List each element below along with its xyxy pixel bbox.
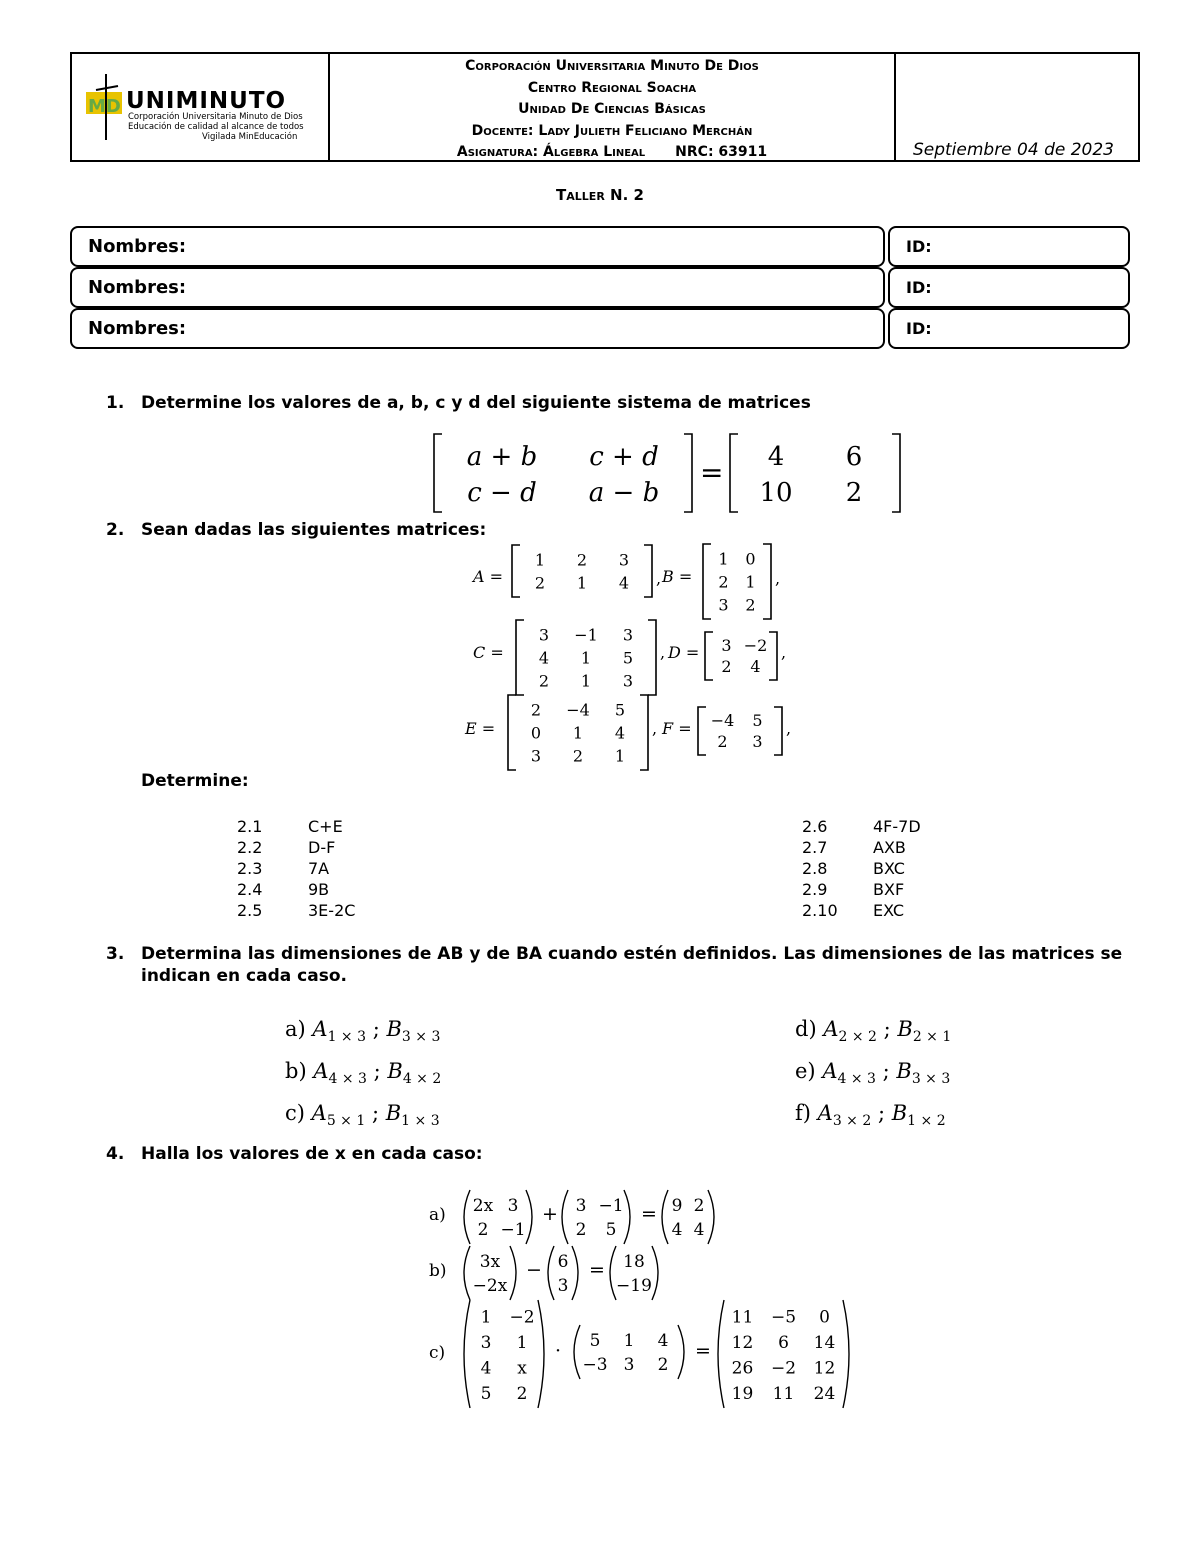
item-number: 2.1 — [237, 817, 263, 836]
unit-name: Unidad De Ciencias Básicas — [518, 101, 706, 117]
item-number: 2.8 — [802, 859, 828, 878]
matrix-entry: 3 — [557, 1276, 569, 1297]
exercise-item — [802, 858, 921, 879]
matrix-entry: 2 — [530, 700, 542, 720]
matrix-entry: −3 — [582, 1355, 608, 1376]
matrix-entry: 3 — [622, 625, 634, 645]
matrix-entry: 1 — [580, 671, 592, 691]
dim-a: 2 × 2 — [838, 1029, 877, 1046]
matrix-entry: 5 — [605, 1220, 617, 1241]
question-text: Sean dadas las siguientes matrices: — [141, 520, 487, 540]
matrix-entry: c + d — [589, 441, 659, 472]
matrix-entry: a − b — [588, 477, 660, 508]
q2-matrices — [455, 538, 815, 768]
dimension-item: b) $A_{4 \times 3}$ ; $B_{4 \times 2}$ — [285, 1059, 442, 1088]
matrix-entry: 2 — [516, 1383, 528, 1404]
matrix-entry: 3 — [575, 1196, 587, 1217]
matrix-entry: 2 — [745, 595, 756, 615]
item-expression: 3E-2C — [308, 901, 356, 920]
paren-left — [718, 1300, 724, 1408]
item-label: b) — [285, 1059, 307, 1084]
item-number: 2.3 — [237, 859, 263, 878]
matrix-entry: 4 — [614, 723, 626, 743]
item-expression: EXC — [873, 901, 905, 920]
bracket-left — [508, 695, 516, 770]
matrix-entry: 12 — [813, 1358, 836, 1379]
logo-line-1: Corporación Universitaria Minuto de Dios — [128, 112, 303, 122]
dimension-item: c) $A_{5 \times 1}$ ; $B_{1 \times 3}$ — [285, 1101, 440, 1130]
dim-b: 4 × 2 — [402, 1071, 442, 1088]
dim-a: 3 × 2 — [832, 1113, 872, 1130]
id-field-3[interactable] — [888, 308, 1130, 349]
dim-a: 4 × 3 — [328, 1071, 367, 1088]
id-label: ID: — [906, 278, 932, 297]
matrix-entry: 1 — [572, 723, 584, 743]
logo-wordmark: UNIMINUTO — [126, 88, 287, 114]
item-expression: 4F-7D — [873, 817, 921, 836]
item-label: f) — [795, 1101, 811, 1126]
matrix-entry: 2 — [534, 573, 546, 593]
matrix-entry: 5 — [480, 1383, 492, 1404]
matrix-entry: 3 — [752, 731, 763, 751]
question-text: Determina las dimensiones de AB y de BA cuando estén definidos. Las dimensiones de las matrices se indican en cada caso. — [141, 944, 1123, 986]
matrix-name: D = — [668, 643, 700, 662]
matrix-entry: 3 — [721, 635, 732, 655]
matrix-entry: 1 — [614, 746, 626, 766]
matrix-entry: −2 — [509, 1307, 535, 1328]
item-number: 2.2 — [237, 838, 263, 857]
matrix-entry: 1 — [534, 550, 546, 570]
matrix-entry: 4 — [657, 1331, 669, 1352]
matrix-entry: 1 — [480, 1307, 492, 1328]
comma: , — [781, 643, 787, 662]
item-expression: 9B — [308, 880, 330, 899]
item-number: 2.7 — [802, 838, 828, 857]
matrix-entry: 26 — [731, 1358, 754, 1379]
item-number: 2.4 — [237, 880, 263, 899]
matrix-entry: 2 — [572, 746, 584, 766]
determine-label: Determine: — [141, 771, 249, 791]
item-expression: 7A — [308, 859, 330, 878]
matrix-entry: 3 — [538, 625, 550, 645]
bracket-right — [774, 707, 782, 755]
dimension-item: a) $A_{1 \times 3}$ ; $B_{3 \times 3}$ — [285, 1017, 441, 1046]
subject-line — [330, 142, 894, 164]
matrix-entry: 11 — [731, 1307, 754, 1328]
id-label: ID: — [906, 319, 932, 338]
paren-right — [624, 1190, 630, 1244]
svg-text:MD: MD — [88, 96, 121, 117]
matrix-entry: −1 — [500, 1220, 526, 1241]
matrix-entry: 3 — [622, 671, 634, 691]
matrix-entry: −1 — [598, 1196, 624, 1217]
matrix-entry: 2 — [717, 731, 728, 751]
matrix-entry: 3 — [507, 1196, 519, 1217]
uniminuto-logo-icon — [84, 72, 128, 142]
bracket-left — [434, 434, 442, 512]
matrix-entry: 14 — [813, 1332, 836, 1353]
matrix-entry: 10 — [759, 477, 793, 508]
question-number: 4. — [106, 1144, 125, 1164]
dim-a: 5 × 1 — [326, 1113, 366, 1130]
name-field-2[interactable] — [70, 267, 885, 308]
operator: − — [526, 1259, 542, 1281]
matrix-entry: 11 — [772, 1383, 795, 1404]
matrix-entry: 4 — [693, 1220, 705, 1241]
comma: , — [775, 569, 781, 588]
paren-right — [678, 1325, 684, 1379]
bracket-right — [892, 434, 900, 512]
matrix-entry: 2 — [477, 1220, 489, 1241]
exercise-item — [802, 879, 921, 900]
matrix-entry: −5 — [770, 1307, 797, 1328]
item-number: 2.6 — [802, 817, 828, 836]
center-name: Centro Regional Soacha — [527, 79, 697, 96]
matrix-name: B = — [662, 567, 693, 586]
logo-line-2: Educación de calidad al alcance de todos — [128, 122, 304, 132]
exercise-item — [802, 816, 921, 837]
paren-right — [843, 1300, 849, 1408]
comma: , — [656, 569, 662, 588]
paren-right — [708, 1190, 714, 1244]
exercise-item — [237, 837, 355, 858]
matrix-entry: 3x — [479, 1252, 501, 1273]
question-number: 1. — [106, 393, 125, 413]
exercise-item — [237, 816, 355, 837]
question-text: Halla los valores de x en cada caso: — [141, 1144, 483, 1164]
operator: = — [641, 1203, 657, 1225]
paren-right — [510, 1246, 516, 1300]
item-number: 2.5 — [237, 901, 263, 920]
matrix-entry: 0 — [530, 723, 542, 743]
paren-left — [464, 1300, 470, 1408]
matrix-entry: 2 — [693, 1196, 705, 1217]
dimension-item: e) $A_{4 \times 3}$ ; $B_{3 \times 3}$ — [795, 1059, 951, 1088]
matrix-entry: 1 — [516, 1332, 528, 1353]
matrix-entry: 19 — [731, 1383, 754, 1404]
exercise-item — [802, 837, 921, 858]
question-number: 3. — [106, 944, 125, 964]
dim-b: 2 × 1 — [912, 1029, 952, 1046]
matrix-entry: 3 — [718, 595, 729, 615]
paren-right — [652, 1246, 658, 1300]
paren-left — [548, 1246, 554, 1300]
matrix-entry: 4 — [480, 1358, 492, 1379]
matrix-entry: 1 — [718, 549, 729, 569]
item-expression: BXC — [873, 859, 905, 878]
id-field-1[interactable] — [888, 226, 1130, 267]
bracket-left — [730, 434, 738, 512]
matrix-entry: 5 — [589, 1331, 601, 1352]
item-label: a) — [429, 1205, 446, 1225]
bracket-left — [703, 544, 711, 619]
matrix-entry: 6 — [778, 1332, 789, 1353]
q3-right-column — [795, 1012, 951, 1139]
paren-left — [464, 1246, 470, 1300]
item-expression: BXF — [873, 880, 905, 899]
date-cell — [896, 54, 1138, 160]
matrix-entry: 2 — [718, 572, 729, 592]
matrix-entry: 2 — [576, 550, 588, 570]
equals-sign: = — [700, 456, 724, 489]
question-text: Determine los valores de a, b, c y d del siguiente sistema de matrices — [141, 393, 811, 413]
matrix-entry: 2 — [657, 1355, 669, 1376]
matrix-entry: 12 — [731, 1332, 754, 1353]
matrix-entry: 6 — [845, 441, 863, 472]
item-number: 2.9 — [802, 880, 828, 899]
logo-line-3: Vigilada MinEducación — [202, 132, 298, 142]
matrix-entry: 2 — [721, 656, 732, 676]
item-expression: D-F — [308, 838, 336, 857]
dimension-item: f) $A_{3 \times 2}$ ; $B_{1 \times 2}$ — [795, 1101, 946, 1130]
nrc: NRC: 63911 — [675, 144, 768, 160]
item-expression: C+E — [308, 817, 343, 836]
matrix-entry: −2 — [743, 635, 768, 655]
matrix-entry: 5 — [752, 710, 763, 730]
item-number: 2.10 — [802, 901, 838, 920]
exercise-item — [802, 900, 921, 921]
matrix-name: E = — [465, 719, 496, 738]
matrix-entry: 3 — [480, 1332, 492, 1353]
bracket-left — [705, 632, 713, 680]
subject: Asignatura: Álgebra Lineal — [456, 144, 646, 160]
dim-a: 1 × 3 — [327, 1029, 367, 1046]
q4-matrix-equations — [425, 1180, 855, 1410]
institution-cell — [330, 54, 896, 160]
matrix-entry: 2 — [538, 671, 550, 691]
matrix-name: C = — [473, 643, 504, 662]
comma: , — [652, 719, 658, 738]
name-field-3[interactable] — [70, 308, 885, 349]
matrix-entry: 2 — [845, 477, 863, 508]
paren-left — [662, 1190, 668, 1244]
q3-left-column — [285, 1012, 441, 1139]
logo-cell — [72, 54, 330, 160]
matrix-entry: 3 — [530, 746, 542, 766]
operator: · — [555, 1340, 562, 1362]
exercise-item — [237, 858, 355, 879]
bracket-right — [648, 620, 656, 695]
items-right — [802, 816, 921, 921]
operator: + — [542, 1203, 558, 1225]
matrix-entry: 3 — [623, 1355, 635, 1376]
question-number: 2. — [106, 520, 125, 540]
matrix-entry: 3 — [618, 550, 630, 570]
matrix-entry: a + b — [466, 441, 538, 472]
exercise-item — [237, 879, 355, 900]
items-left — [237, 816, 355, 921]
paren-right — [526, 1190, 532, 1244]
matrix-entry: 0 — [819, 1307, 830, 1328]
q1-matrix-equation — [430, 430, 863, 510]
id-label: ID: — [906, 237, 932, 256]
header-table — [70, 52, 1140, 162]
matrix-name: F = — [662, 719, 692, 738]
matrix-entry: 1 — [580, 648, 592, 668]
page-title: Taller N. 2 — [556, 186, 644, 204]
item-label: b) — [429, 1261, 447, 1281]
dim-a: 4 × 3 — [837, 1071, 876, 1088]
paren-left — [464, 1190, 470, 1244]
matrix-entry: 1 — [623, 1331, 635, 1352]
matrix-entry: −4 — [710, 710, 735, 730]
comma: , — [786, 719, 792, 738]
bracket-right — [763, 544, 771, 619]
matrix-entry: 6 — [557, 1252, 569, 1273]
matrix-entry: −2x — [472, 1276, 508, 1297]
teacher-name: Docente: Lady Julieth Feliciano Merchán — [471, 122, 753, 139]
matrix-entry: 4 — [538, 648, 550, 668]
item-label: d) — [795, 1017, 817, 1041]
exercise-item — [237, 900, 355, 921]
matrix-entry: 24 — [813, 1383, 836, 1404]
item-label: e) — [795, 1059, 816, 1084]
dim-b: 1 × 2 — [907, 1113, 946, 1130]
matrix-entry: 4 — [618, 573, 630, 593]
paren-left — [574, 1325, 580, 1379]
name-label: Nombres: — [88, 277, 187, 298]
date: Septiembre 04 de 2023 — [912, 140, 1114, 160]
matrix-entry: 4 — [671, 1220, 683, 1241]
dim-b: 1 × 3 — [401, 1113, 440, 1130]
operator: = — [589, 1259, 605, 1281]
dimension-item: d) $A_{2 \times 2}$ ; $B_{2 \times 1}$ — [795, 1017, 952, 1046]
item-expression: AXB — [873, 838, 906, 857]
operator: = — [695, 1340, 711, 1362]
matrix-name: A = — [473, 567, 504, 586]
institution-name: Corporación Universitaria Minuto De Dios — [465, 58, 759, 74]
bracket-left — [516, 620, 524, 695]
matrix-entry: 2 — [575, 1220, 587, 1241]
matrix-entry: 2x — [472, 1196, 494, 1217]
matrix-entry: 18 — [623, 1252, 645, 1273]
bracket-left — [698, 707, 706, 755]
dim-b: 3 × 3 — [401, 1029, 441, 1046]
matrix-entry: 1 — [745, 572, 756, 592]
matrix-entry: −19 — [616, 1276, 652, 1297]
matrix-entry: x — [517, 1358, 527, 1379]
matrix-entry: 9 — [671, 1196, 683, 1217]
paren-right — [572, 1246, 578, 1300]
paren-right — [538, 1300, 544, 1408]
matrix-entry: 1 — [576, 573, 588, 593]
item-label: c) — [285, 1101, 305, 1126]
dim-b: 3 × 3 — [911, 1071, 951, 1088]
bracket-left — [512, 545, 520, 597]
matrix-entry: 5 — [614, 700, 626, 720]
matrix-entry: 0 — [745, 549, 756, 569]
item-label: c) — [429, 1343, 446, 1363]
matrix-entry: −2 — [770, 1358, 797, 1379]
matrix-entry: 4 — [750, 656, 761, 676]
comma: , — [660, 643, 666, 662]
matrix-entry: 4 — [767, 441, 785, 472]
matrix-entry: c − d — [467, 477, 537, 508]
bracket-right — [769, 632, 777, 680]
item-label: a) — [285, 1017, 306, 1041]
name-field-1[interactable] — [70, 226, 885, 267]
name-label: Nombres: — [88, 318, 187, 339]
bracket-right — [684, 434, 692, 512]
bracket-right — [640, 695, 648, 770]
paren-left — [562, 1190, 568, 1244]
matrix-entry: −4 — [566, 700, 590, 720]
matrix-entry: −1 — [574, 625, 598, 645]
bracket-right — [644, 545, 652, 597]
matrix-entry: 5 — [622, 648, 634, 668]
id-field-2[interactable] — [888, 267, 1130, 308]
name-label: Nombres: — [88, 236, 187, 257]
